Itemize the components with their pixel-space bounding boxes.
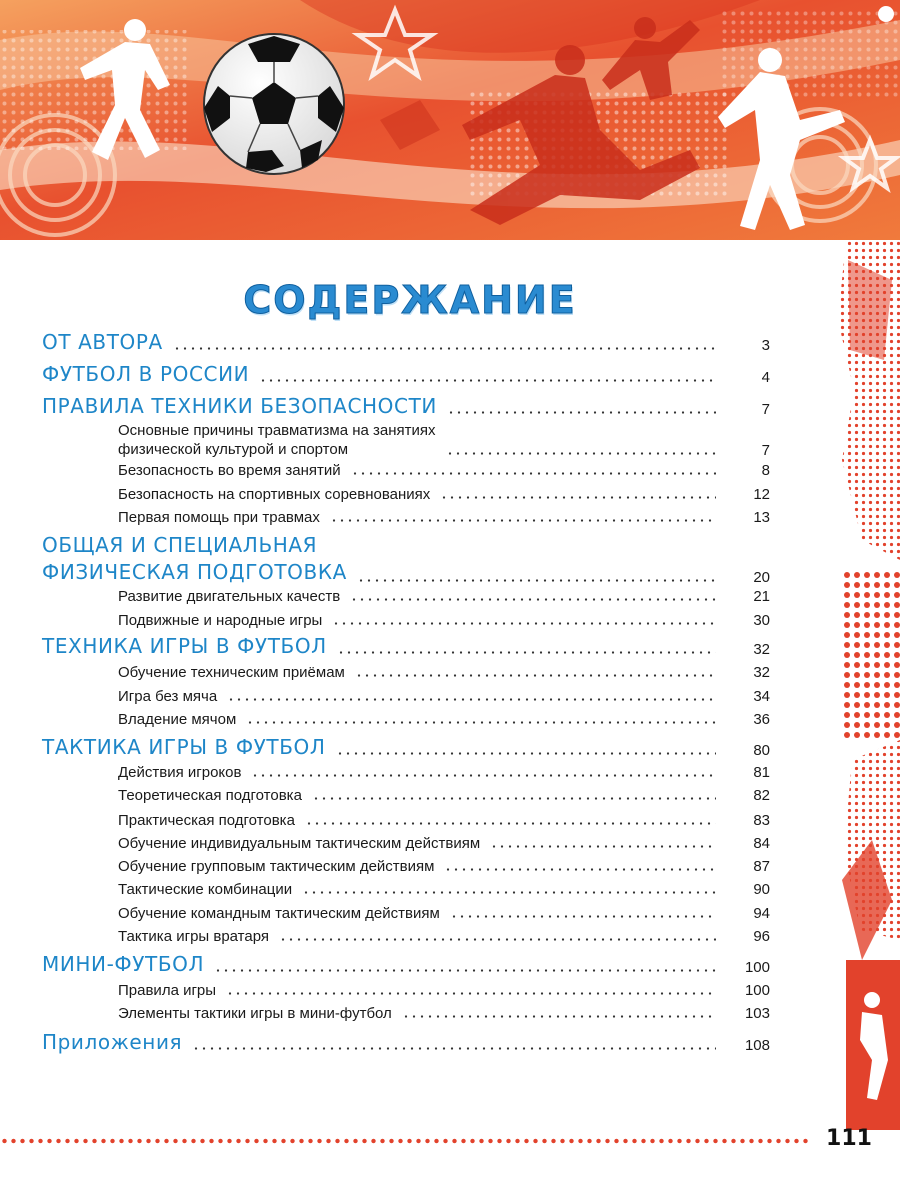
dot-leader xyxy=(355,674,716,677)
dot-leader xyxy=(332,622,716,625)
dot-leader xyxy=(173,347,716,350)
toc-subentry[interactable] xyxy=(118,462,770,479)
football-players-silhouettes-banner xyxy=(0,0,900,240)
dot-leader xyxy=(226,992,716,995)
toc-entry[interactable] xyxy=(42,394,770,418)
dot-leader xyxy=(302,891,716,894)
toc-page-number: 32 xyxy=(753,664,770,681)
toc-entry-title xyxy=(42,532,347,586)
toc-page-number: 90 xyxy=(753,881,770,898)
toc-subentry[interactable] xyxy=(118,664,770,681)
toc-page-number: 36 xyxy=(753,711,770,728)
toc-page-number: 7 xyxy=(761,442,770,459)
dot-leader xyxy=(402,1015,716,1018)
decorative-pattern xyxy=(832,240,900,1130)
toc-page-number: 100 xyxy=(744,959,770,976)
toc-entry-title-line1: Основные причины травматизма на занятиях xyxy=(118,422,436,439)
dot-leader xyxy=(357,579,716,582)
toc-entry-title: ПРАВИЛА ТЕХНИКИ БЕЗОПАСНОСТИ xyxy=(42,394,437,418)
bottom-dotted-rule xyxy=(0,1138,808,1144)
toc-subentry[interactable] xyxy=(118,688,770,705)
toc-page-number: 3 xyxy=(761,337,770,354)
dot-leader xyxy=(490,845,716,848)
dot-leader xyxy=(336,752,716,755)
dot-leader xyxy=(251,774,716,777)
toc-page-number: 20 xyxy=(753,569,770,586)
dot-leader xyxy=(444,868,716,871)
toc-entry-title: Развитие двигательных качеств xyxy=(118,588,341,605)
toc-entry-title: Игра без мяча xyxy=(118,688,218,705)
toc-page-number: 34 xyxy=(753,688,770,705)
toc-entry-title: Практическая подготовка xyxy=(118,812,295,829)
toc-entry-title: Правила игры xyxy=(118,982,217,999)
toc-entry-title: Владение мячом xyxy=(118,711,237,728)
toc-entry[interactable] xyxy=(42,1030,770,1054)
toc-entry-title: Приложения xyxy=(42,1030,183,1054)
dot-leader xyxy=(259,379,716,382)
toc-page-number: 80 xyxy=(753,742,770,759)
dot-leader xyxy=(446,452,716,455)
toc-subentry[interactable] xyxy=(118,928,770,945)
header-banner xyxy=(0,0,900,240)
dot-leader xyxy=(305,822,716,825)
toc-subentry[interactable] xyxy=(118,421,770,459)
toc-page-number: 96 xyxy=(753,928,770,945)
toc-entry-title: Тактические комбинации xyxy=(118,881,293,898)
toc-entry[interactable] xyxy=(42,634,770,658)
toc-page-number: 100 xyxy=(744,982,770,999)
toc-subentry[interactable] xyxy=(118,812,770,829)
soccer-ball-icon xyxy=(204,34,344,174)
toc-entry-title: Подвижные и народные игры xyxy=(118,612,323,629)
dot-leader xyxy=(351,472,716,475)
toc-subentry[interactable] xyxy=(118,509,770,526)
toc-subentry[interactable] xyxy=(118,787,770,804)
toc-entry-title: Обучение групповым тактическим действиям xyxy=(118,858,435,875)
toc-page-number: 82 xyxy=(753,787,770,804)
toc-page-number: 30 xyxy=(753,612,770,629)
toc-subentry[interactable] xyxy=(118,905,770,922)
toc-entry-title xyxy=(118,421,436,459)
toc-entry-title: Первая помощь при травмах xyxy=(118,509,320,526)
dot-leader xyxy=(450,915,716,918)
toc-page-number: 4 xyxy=(761,369,770,386)
toc-subentry[interactable] xyxy=(118,711,770,728)
toc-entry-title: Обучение командным тактическим действиям xyxy=(118,905,440,922)
toc-page-number: 8 xyxy=(761,462,770,479)
toc-subentry[interactable] xyxy=(118,764,770,781)
toc-page-number: 83 xyxy=(753,812,770,829)
toc-entry[interactable] xyxy=(42,532,770,586)
toc-entry[interactable] xyxy=(42,330,770,354)
toc-entry-title: ОТ АВТОРА xyxy=(42,330,163,354)
toc-page-number: 7 xyxy=(761,401,770,418)
dot-leader xyxy=(447,411,716,414)
toc-page-number: 87 xyxy=(753,858,770,875)
dot-leader xyxy=(214,969,716,972)
dot-leader xyxy=(279,938,716,941)
toc-page-number: 108 xyxy=(744,1037,770,1054)
toc-page-number: 21 xyxy=(753,588,770,605)
toc-entry-title-line2: ФИЗИЧЕСКАЯ ПОДГОТОВКА xyxy=(42,560,347,584)
page-number: 111 xyxy=(826,1126,872,1151)
dot-leader xyxy=(330,519,716,522)
toc-subentry[interactable] xyxy=(118,982,770,999)
dot-leader xyxy=(440,496,716,499)
toc-subentry[interactable] xyxy=(118,612,770,629)
dot-leader xyxy=(350,598,716,601)
toc-entry[interactable] xyxy=(42,735,770,759)
toc-subentry[interactable] xyxy=(118,588,770,605)
toc-entry[interactable] xyxy=(42,362,770,386)
toc-entry-title-line2: физической культурой и спортом xyxy=(118,441,349,458)
toc-entry-title: Безопасность на спортивных соревнованиях xyxy=(118,486,431,503)
dot-leader xyxy=(337,651,716,654)
toc-page-number: 84 xyxy=(753,835,770,852)
toc-entry-title: Теоретическая подготовка xyxy=(118,787,302,804)
decorative-side-strip xyxy=(832,240,900,1130)
dot-leader xyxy=(312,797,716,800)
toc-entry-title-line1: ОБЩАЯ И СПЕЦИАЛЬНАЯ xyxy=(42,533,318,557)
toc-subentry[interactable] xyxy=(118,1005,770,1022)
toc-page-number: 13 xyxy=(753,509,770,526)
toc-entry-title: Обучение индивидуальным тактическим действиям xyxy=(118,835,481,852)
toc-entry-title: ФУТБОЛ В РОССИИ xyxy=(42,362,250,386)
dot-leader xyxy=(227,698,716,701)
toc-page-number: 81 xyxy=(753,764,770,781)
toc-entry-title: Безопасность во время занятий xyxy=(118,462,341,479)
toc-entry-title: МИНИ-ФУТБОЛ xyxy=(42,952,205,976)
toc-entry-title: Обучение техническим приёмам xyxy=(118,664,345,681)
toc-page-number: 12 xyxy=(753,486,770,503)
toc-subentry[interactable] xyxy=(118,858,770,875)
page-title: СОДЕРЖАНИЕ xyxy=(243,278,577,322)
toc-entry[interactable] xyxy=(42,952,770,976)
toc-subentry[interactable] xyxy=(118,486,770,503)
toc-entry-title: Элементы тактики игры в мини-футбол xyxy=(118,1005,392,1022)
toc-entry-title: ТАКТИКА ИГРЫ В ФУТБОЛ xyxy=(42,735,326,759)
toc-entry-title: ТЕХНИКА ИГРЫ В ФУТБОЛ xyxy=(42,634,327,658)
dot-leader xyxy=(246,721,716,724)
toc-subentry[interactable] xyxy=(118,881,770,898)
toc-page-number: 103 xyxy=(744,1005,770,1022)
toc-page-number: 32 xyxy=(753,641,770,658)
toc-page-number: 94 xyxy=(753,905,770,922)
dot-leader xyxy=(192,1047,716,1050)
toc-entry-title: Действия игроков xyxy=(118,764,242,781)
toc-entry-title: Тактика игры вратаря xyxy=(118,928,270,945)
toc-subentry[interactable] xyxy=(118,835,770,852)
